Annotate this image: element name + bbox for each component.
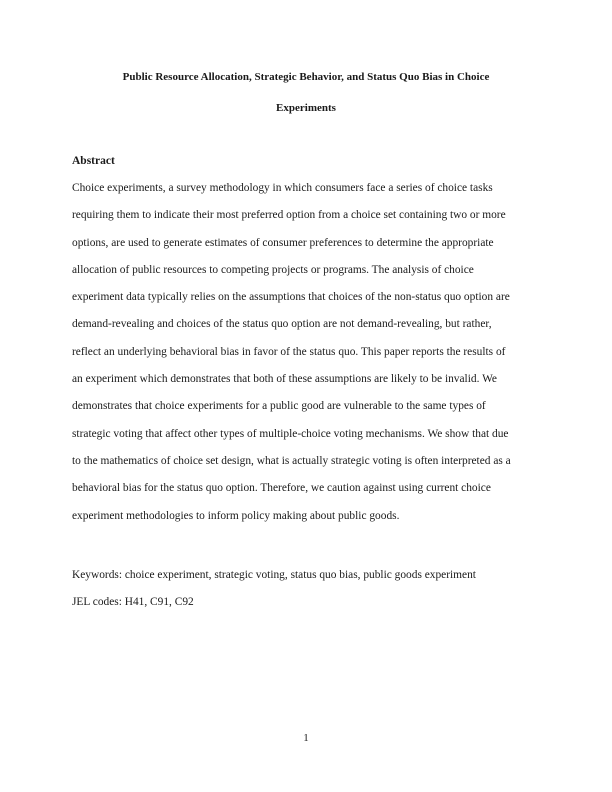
keywords-line: Keywords: choice experiment, strategic voting, status quo bias, public goods experiment: [72, 569, 476, 581]
abstract-line: an experiment which demonstrates that both of these assumptions are likely to be invalid. We: [72, 373, 497, 386]
jel-codes-line: JEL codes: H41, C91, C92: [72, 596, 194, 608]
abstract-line: behavioral bias for the status quo option. Therefore, we caution against using current choice: [72, 482, 491, 495]
abstract-line: demonstrates that choice experiments for a public good are vulnerable to the same types of: [72, 400, 486, 413]
abstract-line: demand-revealing and choices of the status quo option are not demand-revealing, but rather,: [72, 318, 492, 331]
page-number: 1: [303, 732, 309, 744]
abstract-heading: Abstract: [72, 155, 115, 167]
abstract-line: to the mathematics of choice set design, what is actually strategic voting is often interpreted as a: [72, 454, 511, 467]
paper-title-line-2: Experiments: [276, 102, 336, 114]
abstract-line: strategic voting that affect other types of multiple-choice voting mechanisms. We show that due: [72, 427, 509, 440]
abstract-line: requiring them to indicate their most preferred option from a choice set containing two or more: [72, 209, 506, 222]
abstract-line: experiment data typically relies on the assumptions that choices of the non-status quo option are: [72, 291, 510, 304]
abstract-line: options, are used to generate estimates of consumer preferences to determine the appropriate: [72, 236, 494, 249]
abstract-line: reflect an underlying behavioral bias in favor of the status quo. This paper reports the results of: [72, 345, 506, 358]
paper-title-line-1: Public Resource Allocation, Strategic Behavior, and Status Quo Bias in Choice: [122, 71, 490, 83]
abstract-line: experiment methodologies to inform policy making about public goods.: [72, 509, 400, 522]
abstract-line: allocation of public resources to competing projects or programs. The analysis of choice: [72, 263, 474, 276]
abstract-body: [72, 180, 552, 535]
abstract-line: Choice experiments, a survey methodology in which consumers face a series of choice tasks: [72, 182, 493, 194]
